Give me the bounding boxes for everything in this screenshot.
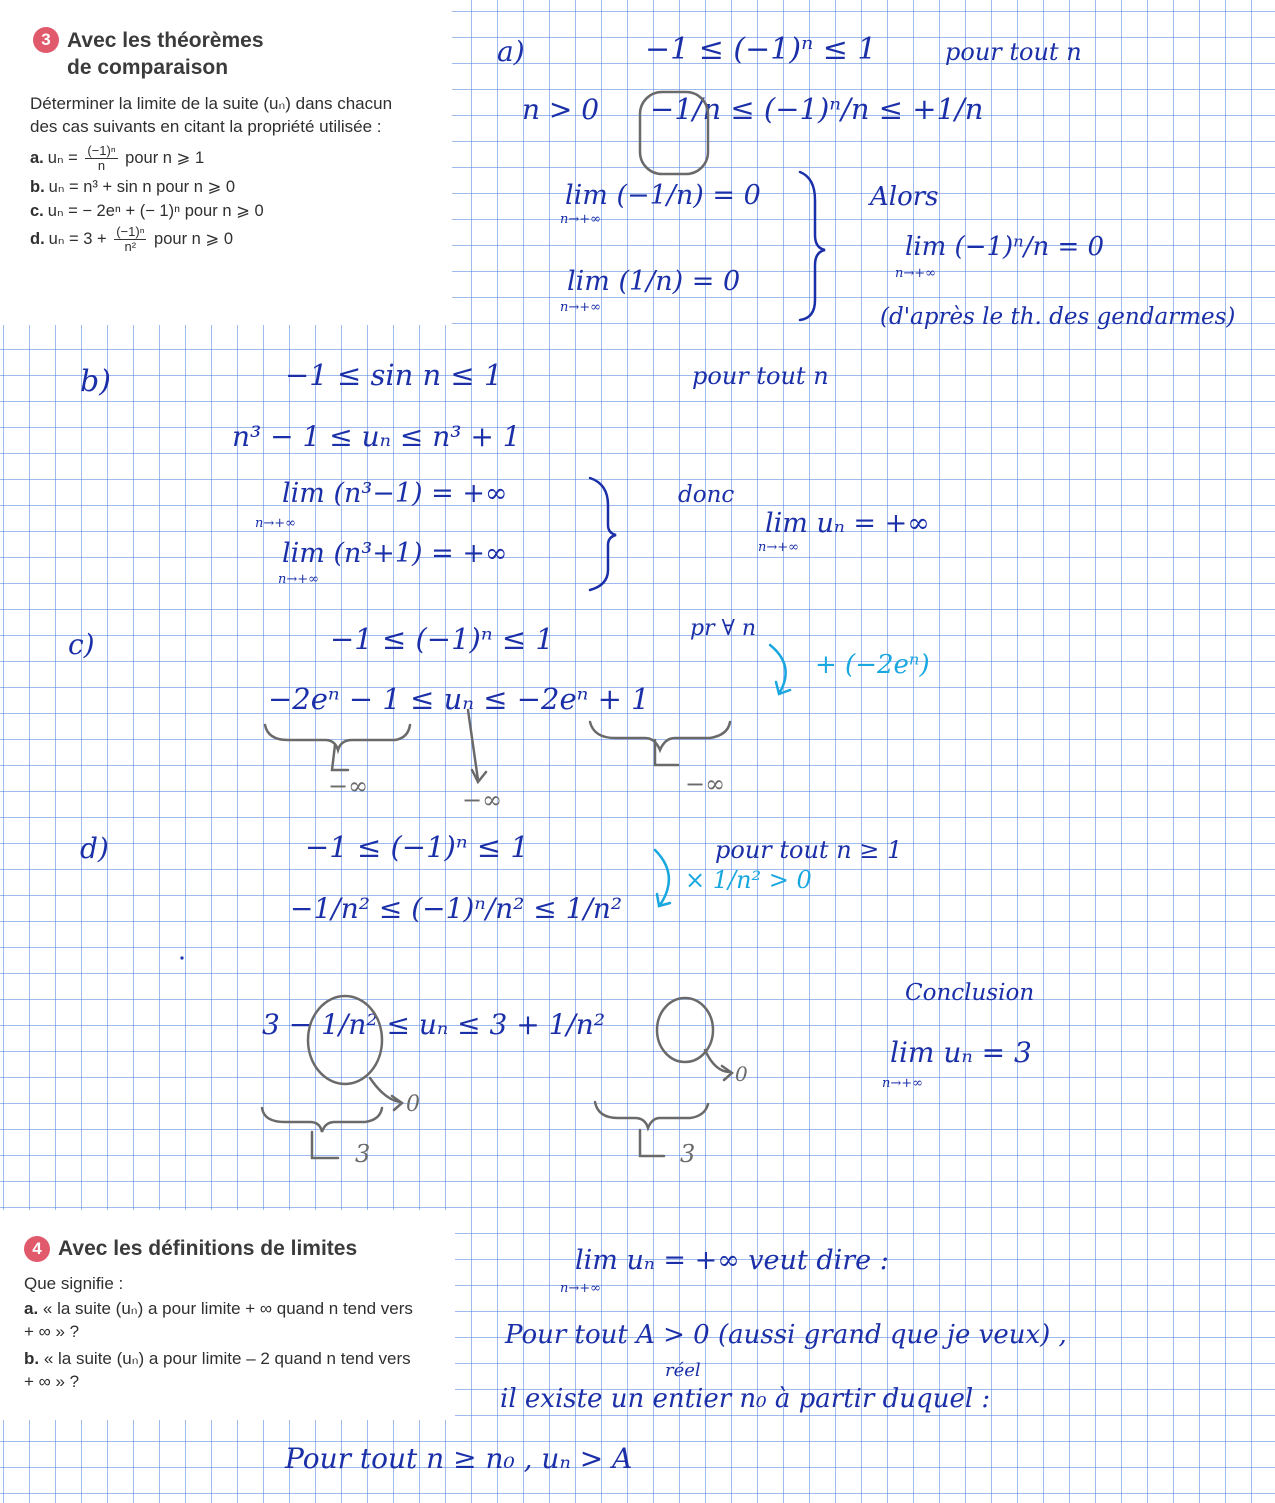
hw-b-line1: −1 ≤ sin n ≤ 1	[285, 358, 503, 392]
hw-a-lim1-sub: n→+∞	[560, 212, 601, 227]
hw-d-conclusion: Conclusion	[905, 980, 1035, 1006]
hw-ex4-line1-sub: n→+∞	[560, 1281, 601, 1296]
brace-a	[800, 172, 825, 320]
hw-b-line2: n³ − 1 ≤ uₙ ≤ n³ + 1	[232, 420, 521, 453]
exercise-3-title-line1: Avec les théorèmes	[67, 29, 264, 52]
hw-b-lim1-sub: n→+∞	[255, 516, 296, 531]
hw-a-condition: n > 0	[522, 93, 600, 126]
circle-d-left	[308, 996, 382, 1084]
exercise-3-item-c: c. uₙ = − 2eⁿ + (− 1)ⁿ pour n ⩾ 0	[30, 202, 264, 220]
hw-c-label: c)	[68, 628, 95, 661]
hw-d-result-sub: n→+∞	[882, 1076, 923, 1091]
hw-d-line2: −1/n² ≤ (−1)ⁿ/n² ≤ 1/n²	[290, 892, 623, 925]
hw-ex4-line1: lim uₙ = +∞ veut dire :	[575, 1245, 889, 1276]
exercise-4-question: Que signifie :	[24, 1274, 124, 1293]
exercise-3-item-a: a. uₙ = $\frac{\text{(−1)ⁿ}}{n}$ pour n ⩾ 1	[30, 143, 205, 173]
hw-d-three-left: 3	[355, 1140, 371, 1168]
exercise-3-instruction-2: des cas suivants en citant la propriété utilisée :	[30, 117, 382, 136]
brace-c-left	[265, 725, 410, 750]
hw-a-label: a)	[497, 35, 525, 68]
hw-a-result-sub: n→+∞	[895, 266, 936, 281]
hw-a-line1: −1 ≤ (−1)ⁿ ≤ 1	[645, 32, 877, 67]
hw-d-zero-left: 0	[406, 1092, 420, 1117]
hw-d-three-right: 3	[680, 1140, 696, 1168]
brace-c-right	[590, 722, 730, 750]
hw-d-zero-right: 0	[735, 1062, 748, 1086]
arrow-c-mid	[468, 710, 486, 782]
hw-c-limit-mid: −∞	[462, 786, 503, 814]
hw-d-result: lim uₙ = 3	[890, 1036, 1032, 1069]
hw-b-lim1: lim (n³−1) = +∞	[282, 478, 508, 509]
hw-a-lim1: lim (−1/n) = 0	[565, 180, 761, 211]
exercise-4-b-line1: b. « la suite (uₙ) a pour limite – 2 quand n tend vers	[24, 1349, 411, 1368]
hw-d-line1: −1 ≤ (−1)ⁿ ≤ 1	[305, 830, 529, 864]
circle-d-right	[657, 998, 713, 1062]
cyan-arrow-d	[655, 850, 670, 906]
hw-b-result-sub: n→+∞	[758, 540, 799, 555]
hw-ex4-line4: Pour tout n ≥ n₀ , uₙ > A	[285, 1442, 633, 1475]
exercise-4-title: Avec les définitions de limites	[58, 1237, 358, 1260]
brace-b	[590, 478, 616, 590]
hw-d-line1-note: pour tout n ≥ 1	[715, 836, 903, 864]
exercise-3-title-line2: de comparaison	[67, 56, 229, 79]
exercise-4-a-line1: a. « la suite (uₙ) a pour limite + ∞ quand n tend vers	[24, 1299, 413, 1318]
arrow-d-3-left	[312, 1132, 338, 1158]
hw-d-line3: 3 − 1/n² ≤ uₙ ≤ 3 + 1/n²	[262, 1008, 606, 1041]
hw-b-lim2: lim (n³+1) = +∞	[282, 538, 508, 569]
hw-b-line1-note: pour tout n	[692, 362, 829, 390]
hw-a-reason: (d'après le th. des gendarmes)	[880, 304, 1236, 330]
hw-a-result: lim (−1)ⁿ/n = 0	[905, 232, 1105, 262]
arrow-c-right	[655, 740, 678, 765]
hw-c-limit-right: −∞	[685, 770, 726, 798]
hw-a-lim2-sub: n→+∞	[560, 300, 601, 315]
hw-ex4-line2: Pour tout A > 0 (aussi grand que je veux) ,	[505, 1320, 1067, 1350]
arrow-d-left	[370, 1078, 402, 1110]
cyan-arrow-c	[770, 645, 790, 694]
hw-a-alors: Alors	[870, 182, 939, 212]
hw-c-line1-note: pr ∀ n	[690, 616, 757, 641]
arrow-d-right	[705, 1050, 732, 1080]
hw-a-line2: −1/n ≤ (−1)ⁿ/n ≤ +1/n	[650, 92, 984, 126]
hw-c-line2: −2eⁿ − 1 ≤ uₙ ≤ −2eⁿ + 1	[268, 682, 650, 716]
circle-a	[640, 92, 708, 174]
exercise-4-number: 4	[24, 1236, 50, 1262]
hw-d-annotation: × 1/n² > 0	[685, 866, 812, 894]
hw-b-donc: donc	[678, 482, 735, 508]
hw-c-limit-left: −∞	[328, 772, 369, 800]
exercise-4-b-line2: + ∞ » ?	[24, 1372, 80, 1391]
brace-d-right	[595, 1102, 708, 1128]
arrow-c-left	[332, 745, 348, 770]
hw-c-annotation: + (−2eⁿ)	[815, 650, 930, 680]
hw-d-label: d)	[80, 832, 109, 865]
hw-a-lim2: lim (1/n) = 0	[567, 266, 741, 297]
ink-dot	[180, 956, 183, 959]
hw-ex4-reel: réel	[665, 1360, 701, 1381]
exercise-3-number: 3	[33, 27, 59, 53]
exercise-3-instruction-1: Déterminer la limite de la suite (uₙ) dans chacun	[30, 94, 393, 113]
hw-b-result: lim uₙ = +∞	[765, 508, 930, 539]
exercise-3-item-d: d. uₙ = 3 + $\frac{\text{(−1)ⁿ}}{\text{n²}}$ pour n ⩾ 0	[30, 224, 234, 254]
hw-c-line1: −1 ≤ (−1)ⁿ ≤ 1	[330, 622, 554, 656]
hw-b-label: b)	[80, 364, 111, 399]
hw-a-line1-note: pour tout n	[945, 38, 1082, 66]
exercise-4-a-line2: + ∞ » ?	[24, 1322, 80, 1341]
hw-b-lim2-sub: n→+∞	[278, 572, 319, 587]
exercise-3-item-b: b. uₙ = n³ + sin n pour n ⩾ 0	[30, 178, 236, 196]
arrow-d-3-right	[640, 1130, 664, 1156]
brace-d-left	[262, 1108, 382, 1132]
hw-ex4-line3: il existe un entier n₀ à partir duquel :	[500, 1384, 991, 1414]
